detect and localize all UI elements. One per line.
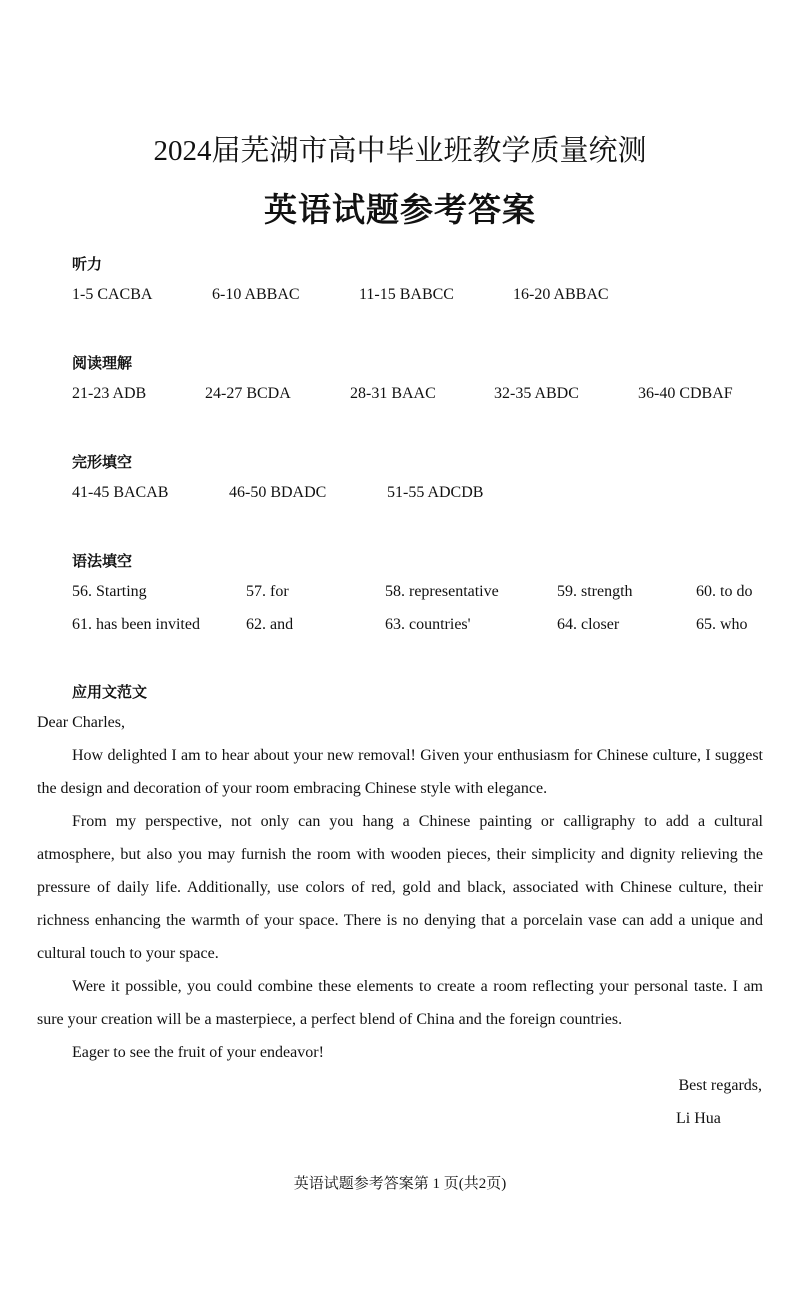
section-heading-cloze: 完形填空 [72, 453, 133, 471]
answer-item: 21-23 ADB [72, 385, 147, 402]
answer-item: 32-35 ABDC [494, 385, 579, 402]
section-heading-writing: 应用文范文 [72, 683, 148, 701]
section-heading-listening: 听力 [72, 255, 103, 273]
section-heading-grammar: 语法填空 [72, 552, 133, 570]
essay-salutation: Dear Charles, [37, 714, 125, 731]
answer-item: 63. countries' [385, 616, 471, 633]
page-footer: 英语试题参考答案第 1 页(共2页) [293, 1176, 507, 1192]
answer-item: 56. Starting [72, 583, 147, 600]
answer-item: 6-10 ABBAC [212, 286, 300, 303]
answer-item: 60. to do [696, 583, 753, 600]
page-subtitle: 英语试题参考答案 [264, 190, 536, 229]
essay-signature: Li Hua [676, 1110, 721, 1127]
answer-item: 28-31 BAAC [350, 385, 436, 402]
answer-item: 57. for [246, 583, 289, 600]
answer-item: 65. who [696, 616, 748, 633]
section-heading-reading: 阅读理解 [72, 354, 133, 372]
answer-item: 61. has been invited [72, 616, 200, 633]
answer-item: 59. strength [557, 583, 633, 600]
answer-item: 1-5 CACBA [72, 286, 153, 303]
answer-item: 58. representative [385, 583, 499, 600]
answer-item: 62. and [246, 616, 294, 633]
answer-item: 11-15 BABCC [359, 286, 454, 303]
essay-closing: Best regards, [678, 1077, 762, 1094]
answer-item: 36-40 CDBAF [638, 385, 733, 402]
answer-item: 16-20 ABBAC [513, 286, 609, 303]
sample-essay [37, 706, 763, 1069]
answer-item: 46-50 BDADC [229, 484, 327, 501]
essay-paragraph: How delighted I am to hear about your new removal! Given your enthusiasm for Chinese culture, I suggest the design and decoration of your room embracing Chinese style with elegance. [37, 747, 763, 797]
answer-item: 41-45 BACAB [72, 484, 169, 501]
page-title: 2024届芜湖市高中毕业班教学质量统测 [153, 135, 647, 167]
answer-item: 24-27 BCDA [205, 385, 291, 402]
essay-paragraph: Were it possible, you could combine these elements to create a room reflecting your personal taste. I am sure your creation will be a masterpiece, a perfect blend of China and the foreign countries. [37, 978, 763, 1028]
essay-paragraph: From my perspective, not only can you hang a Chinese painting or calligraphy to add a cultural atmosphere, but also you may furnish the room with wooden pieces, their simplicity and dignity relieving the pressure of daily life. Additionally, use colors of red, gold and black, associated with Chinese culture, their richness enhancing the warmth of your space. There is no denying that a porcelain vase can add a unique and cultural touch to your space. [37, 813, 763, 962]
essay-paragraph: Eager to see the fruit of your endeavor! [72, 1044, 324, 1061]
answer-item: 64. closer [557, 616, 620, 633]
answer-item: 51-55 ADCDB [387, 484, 484, 501]
